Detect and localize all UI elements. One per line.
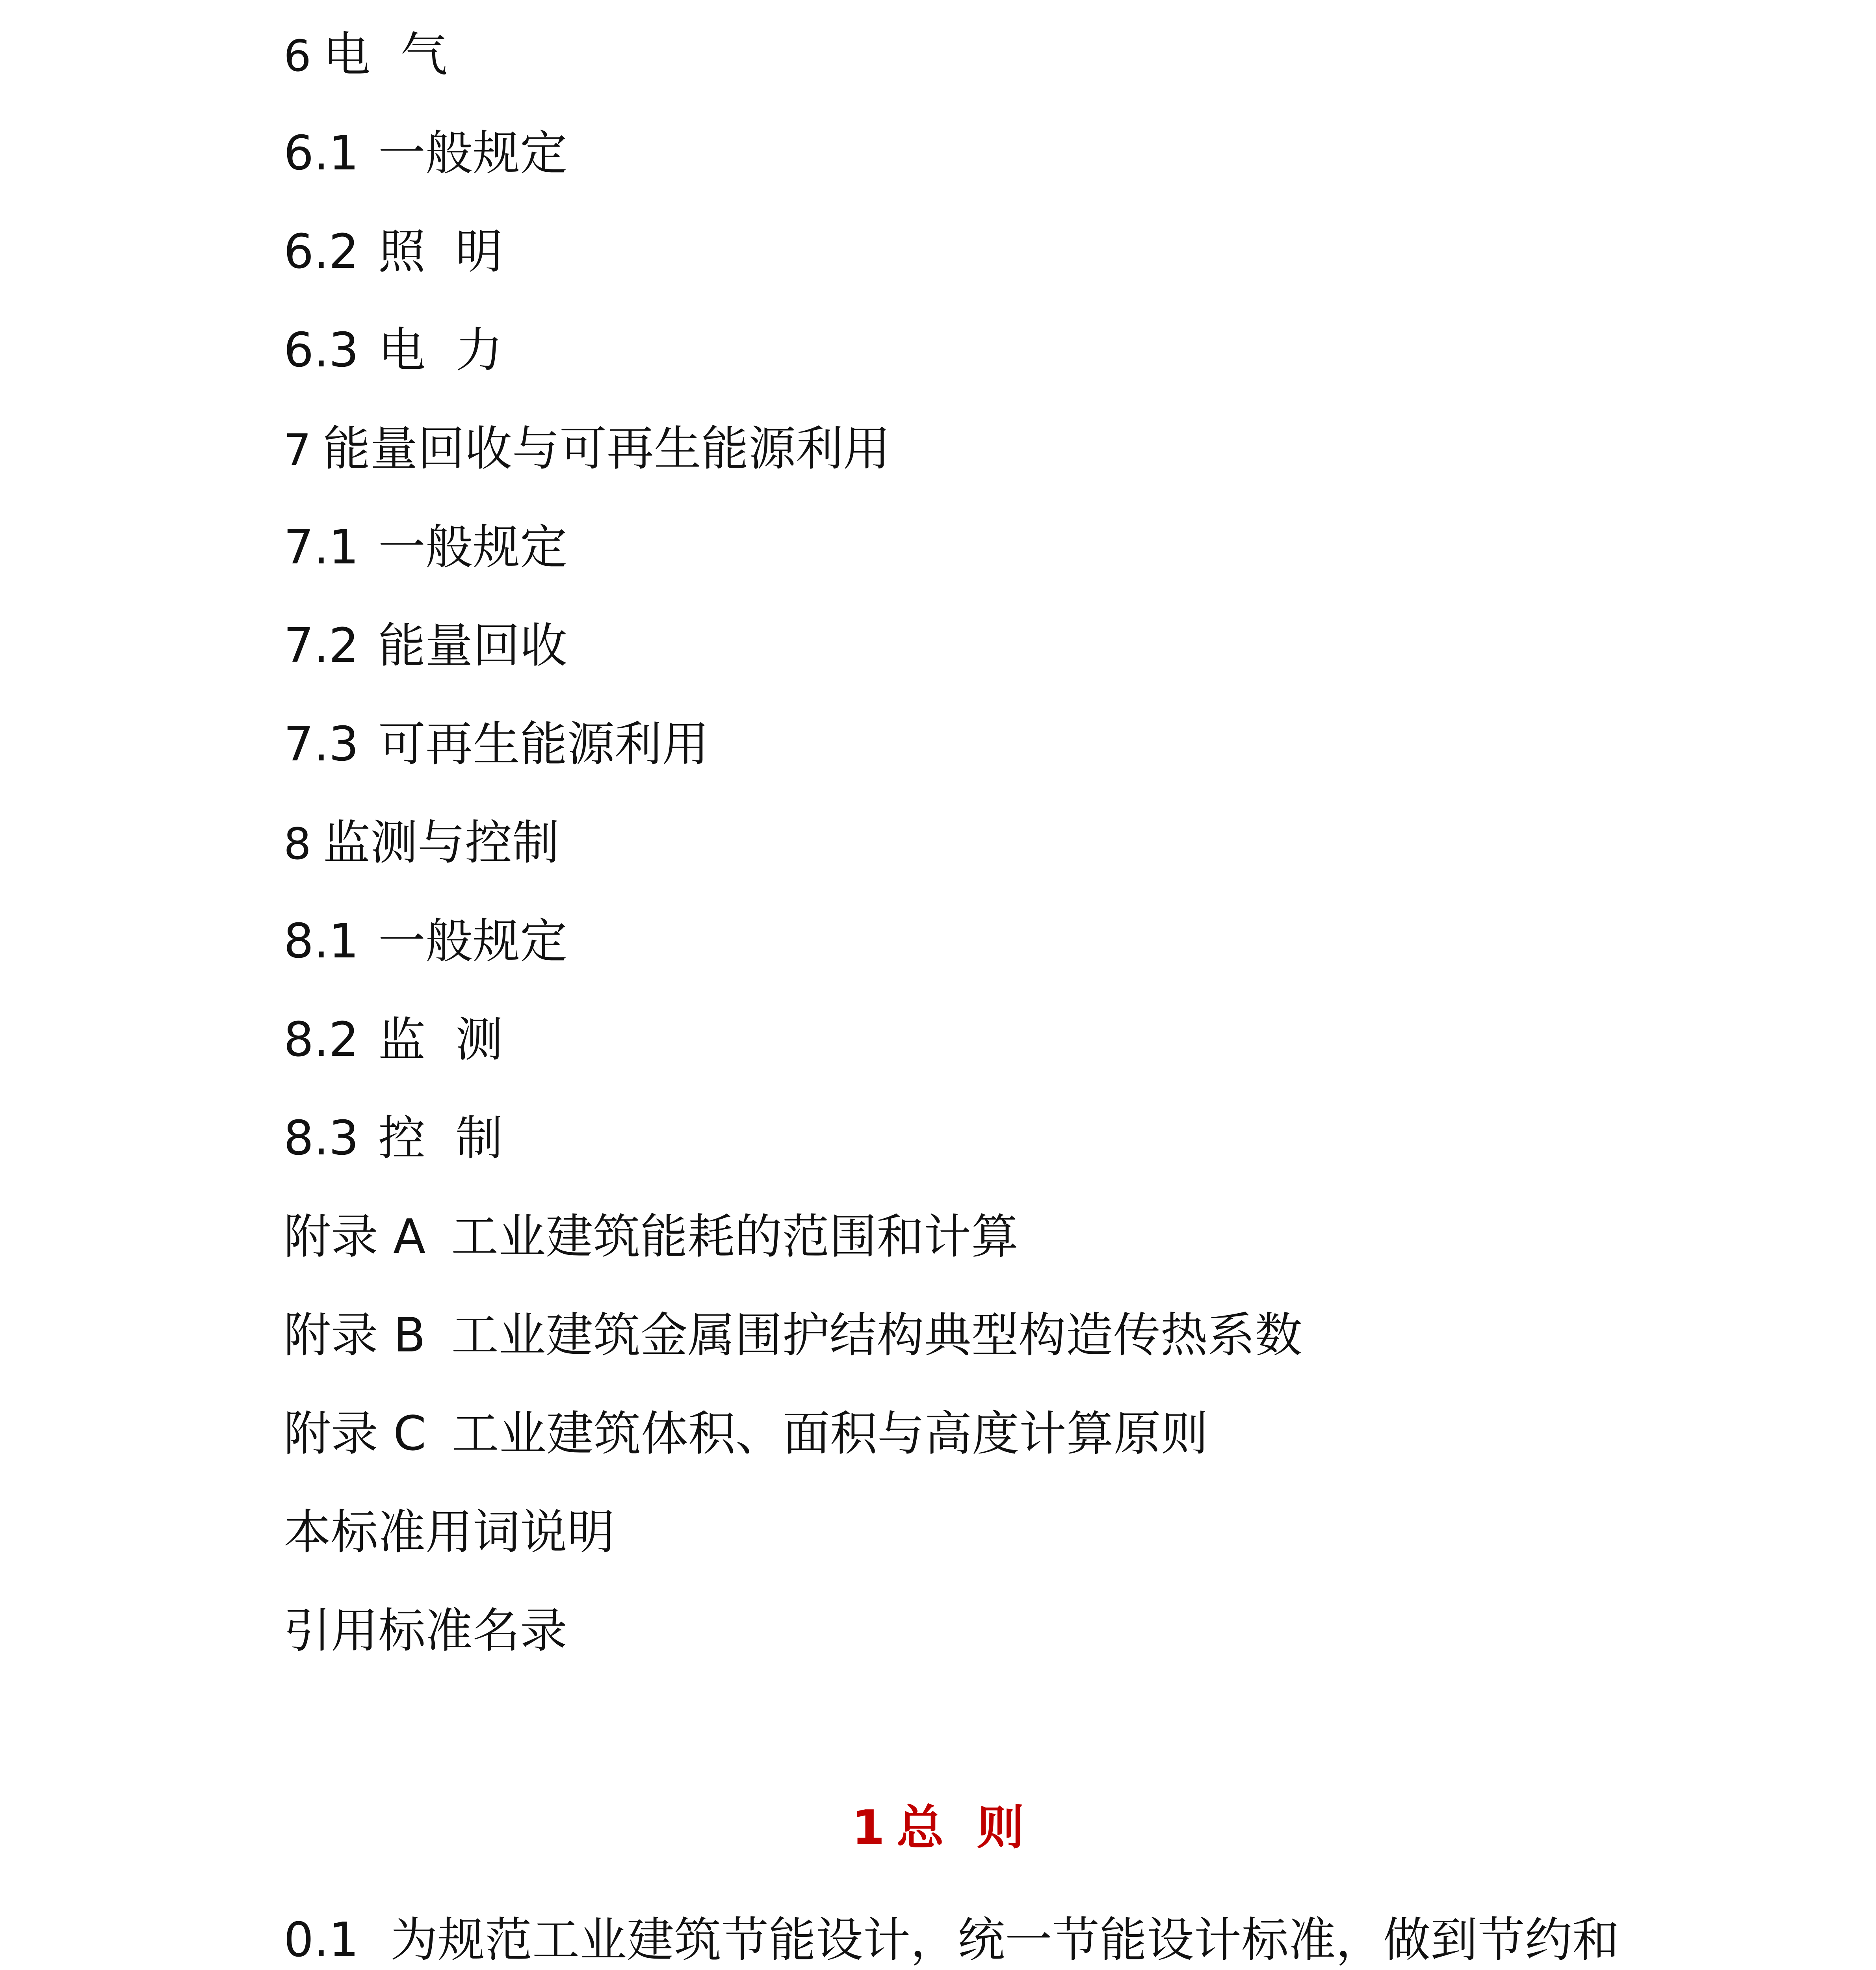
toc-entry-title: 电 气 [323, 28, 448, 82]
toc-entry-title: 照 明 [378, 225, 503, 279]
toc-entry-title: 一般规定 [378, 914, 567, 969]
toc-entry-7 [284, 418, 890, 481]
toc-entry-number: 6 [284, 31, 311, 81]
toc-entry-8-2 [284, 1009, 503, 1072]
toc-entry-7-1 [284, 516, 567, 579]
toc-entry-8 [284, 812, 559, 875]
toc-entry-referenced-standards [284, 1600, 567, 1663]
toc-entry-number: 8.2 [284, 1013, 359, 1067]
toc-entry-appendix-c [284, 1403, 1208, 1466]
toc-entry-6-3 [284, 319, 503, 382]
toc-entry-number: 附录 A [284, 1210, 426, 1264]
chapter-title: 总 则 [896, 1801, 1024, 1855]
toc-entry-appendix-b [284, 1304, 1302, 1367]
clause-text: 为规范工业建筑节能设计，统一节能设计标准，做到节约和 [390, 1913, 1620, 1968]
toc-entry-number: 6.2 [284, 225, 359, 279]
toc-entry-number: 8.1 [284, 914, 359, 969]
toc-entry-title: 工业建筑金属围护结构典型构造传热系数 [451, 1308, 1302, 1363]
toc-entry-number: 附录 B [284, 1308, 426, 1363]
toc-entry-title: 能量回收与可再生能源利用 [323, 422, 890, 476]
toc-entry-6-1 [284, 122, 567, 185]
toc-entry-number: 附录 C [284, 1407, 426, 1461]
toc-entry-title: 监 测 [378, 1013, 503, 1067]
clause-number: 0.1 [284, 1913, 359, 1968]
toc-entry-title: 本标准用词说明 [284, 1505, 615, 1560]
toc-entry-number: 8 [284, 819, 311, 869]
toc-entry-6-2 [284, 221, 503, 284]
toc-entry-title: 控 制 [378, 1111, 503, 1166]
toc-entry-number: 7 [284, 425, 311, 475]
clause-paragraph [284, 1891, 1631, 1970]
chapter-heading [0, 1797, 1876, 1860]
toc-entry-title: 工业建筑体积、面积与高度计算原则 [451, 1407, 1208, 1461]
toc-entry-8-3 [284, 1107, 503, 1170]
toc-entry-number: 8.3 [284, 1111, 359, 1166]
toc-entry-number: 6.3 [284, 323, 359, 378]
toc-entry-title: 电 力 [378, 323, 503, 378]
toc-entry-number: 7.3 [284, 717, 359, 772]
chapter-number: 1 [852, 1801, 885, 1855]
toc-entry-7-3 [284, 713, 709, 776]
toc-entry-title: 一般规定 [378, 520, 567, 575]
toc-entry-title: 工业建筑能耗的范围和计算 [451, 1210, 1019, 1264]
toc-entry-8-1 [284, 910, 567, 973]
toc-entry-number: 7.2 [284, 619, 359, 673]
toc-entry-wording-explanation [284, 1501, 615, 1564]
toc-entry-title: 一般规定 [378, 126, 567, 181]
toc-entry-title: 监测与控制 [323, 816, 559, 870]
toc-entry-appendix-a [284, 1206, 1018, 1269]
toc-entry-6 [284, 24, 448, 87]
toc-entry-number: 7.1 [284, 520, 359, 575]
toc-entry-7-2 [284, 615, 567, 678]
toc-entry-number: 6.1 [284, 126, 359, 181]
toc-entry-title: 能量回收 [378, 619, 567, 673]
toc-entry-title: 可再生能源利用 [378, 717, 709, 772]
toc-entry-title: 引用标准名录 [284, 1604, 567, 1658]
